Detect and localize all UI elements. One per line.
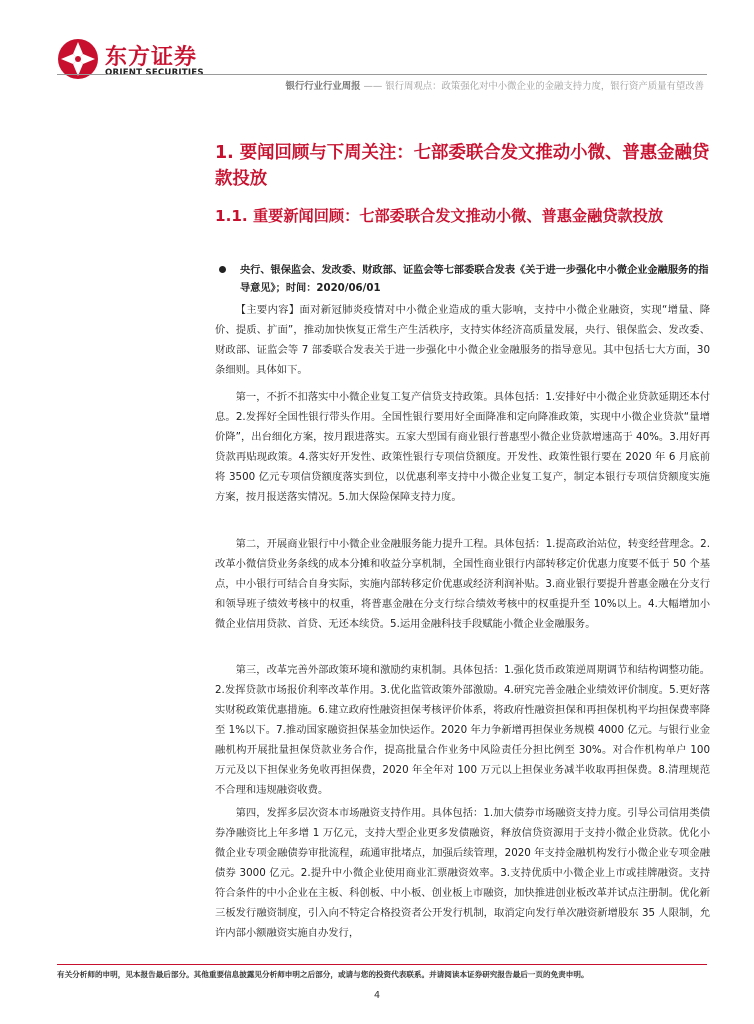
bullet-icon — [219, 266, 226, 273]
report-series: 银行行业行业周报 — [285, 81, 361, 92]
paragraph-first-point: 第一，不折不扣落实中小微企业复工复产信贷支持政策。具体包括：1.安排好中小微企业贷款延期还本付息。2.发挥好全国性银行带头作用。全国性银行要用好全面降准和定向降准政策，实现中小微企业贷款“量增价降”，出台细化方案，按月跟进落实。五家大型国有商业银行普惠型小微企业贷款增速高于 40%。3.用好再贷款再贴现政策。4.落实好开发性、政策性银行专项信贷额度。开发性、政策性银行要在 2020 年 6 月底前将 3500 亿元专项信贷额度落实到位，以优惠利率支持中小微企业复工复产，制定本银行专项信贷额度实施方案，按月报送落实情况。5.加大保险保障支持力度。 — [215, 391, 710, 503]
section-heading-1: 1. 要闻回顾与下周关注：七部委联合发文推动小微、普惠金融贷款投放 — [215, 143, 710, 189]
header-divider — [57, 74, 707, 75]
section-heading-1-1: 1.1. 重要新闻回顾：七部委联合发文推动小微、普惠金融贷款投放 — [215, 207, 664, 225]
news-headline-item — [219, 262, 714, 298]
company-logo — [57, 38, 217, 84]
paragraph-third-point: 第三，改革完善外部政策环境和激励约束机制。具体包括：1.强化货币政策逆周期调节和结构调整功能。2.发挥贷款市场报价利率改革作用。3.优化监管政策外部激励。4.研究完善金融企业绩效评价制度。5.更好落实财税政策优惠措施。6.建立政府性融资担保考核评价体系，将政府性融资担保和再担保机构平均担保费率降至 1%以下。7.推动国家融资担保基金加快运作。2020 年力争新增再担保业务规模 4000 亿元。与银行业金融机构开展批量担保贷款业务合作，提高批量合作业务中风险责任分担比例至 30%。对合作机构单户 100 万元及以下担保业务免收再担保费，2020 年全年对 100 万元以上担保业务减半收取再担保费。8.清理规范不合理和违规融资收费。 — [215, 664, 710, 796]
paragraph-second-point: 第二，开展商业银行中小微企业金融服务能力提升工程。具体包括：1.提高政治站位，转变经营理念。2.改革小微信贷业务条线的成本分摊和收益分享机制，全国性商业银行内部转移定价优惠力度要不低于 50 个基点，中小银行可结合自身实际，实施内部转移定价优惠或经济利润补贴。3.商业银行要提升普惠金融在分支行和领导班子绩效考核中的权重，将普惠金融在分支行综合绩效考核中的权重提升至 10%以上。4.大幅增加小微企业信用贷款、首贷、无还本续贷。5.运用金融科技手段赋能小微企业金融服务。 — [215, 538, 710, 630]
footer-disclaimer: 有关分析师的申明，见本报告最后部分。其他重要信息披露见分析师申明之后部分，或请与您的投资代表联系。并请阅读本证券研究报告最后一页的免责申明。 — [57, 970, 589, 979]
running-header — [258, 79, 704, 95]
logo-english-name: ORIENT SECURITIES — [105, 68, 204, 78]
running-title: —— 银行周观点：政策强化对中小微企业的金融支持力度，银行资产质量有望改善 — [360, 81, 704, 92]
paragraph-fourth-point: 第四，发挥多层次资本市场融资支持作用。具体包括：1.加大债券市场融资支持力度。引导公司信用类债券净融资比上年多增 1 万亿元，支持大型企业更多发债融资，释放信贷资源用于支持小微企业贷款。优化小微企业专项金融债券审批流程，疏通审批堵点，加强后续管理，2020 年支持金融机构发行小微企业专项金融债券 3000 亿元。2.提升中小微企业使用商业汇票融资效率。3.支持优质中小微企业上市或挂牌融资。支持符合条件的中小企业在主板、科创板、中小板、创业板上市融资，加快推进创业板改革并试点注册制。优化新三板发行融资制度，引入向不特定合格投资者公开发行机制，取消定向发行单次融资新增股东 35 人限制，允许内部小额融资实施自办发行， — [215, 807, 710, 939]
news-headline: 央行、银保监会、发改委、财政部、证监会等七部委联合发表《关于进一步强化中小微企业金融服务的指导意见》；时间：2020/06/01 — [240, 265, 709, 294]
page-number: 4 — [373, 990, 381, 1001]
paragraph-main-content: 【主要内容】面对新冠肺炎疫情对中小微企业造成的重大影响，支持中小微企业融资，实现“增量、降价、提质、扩面”，推动加快恢复正常生产生活秩序，支持实体经济高质量发展，央行、银保监会、发改委、财政部、证监会等 7 部委联合发表关于进一步强化中小微企业金融服务的指导意见。其中包括七大方面，30 条细则。具体如下。 — [215, 304, 710, 376]
logo-chinese-name: 东方证券 — [105, 45, 198, 70]
footer-divider — [57, 964, 707, 965]
